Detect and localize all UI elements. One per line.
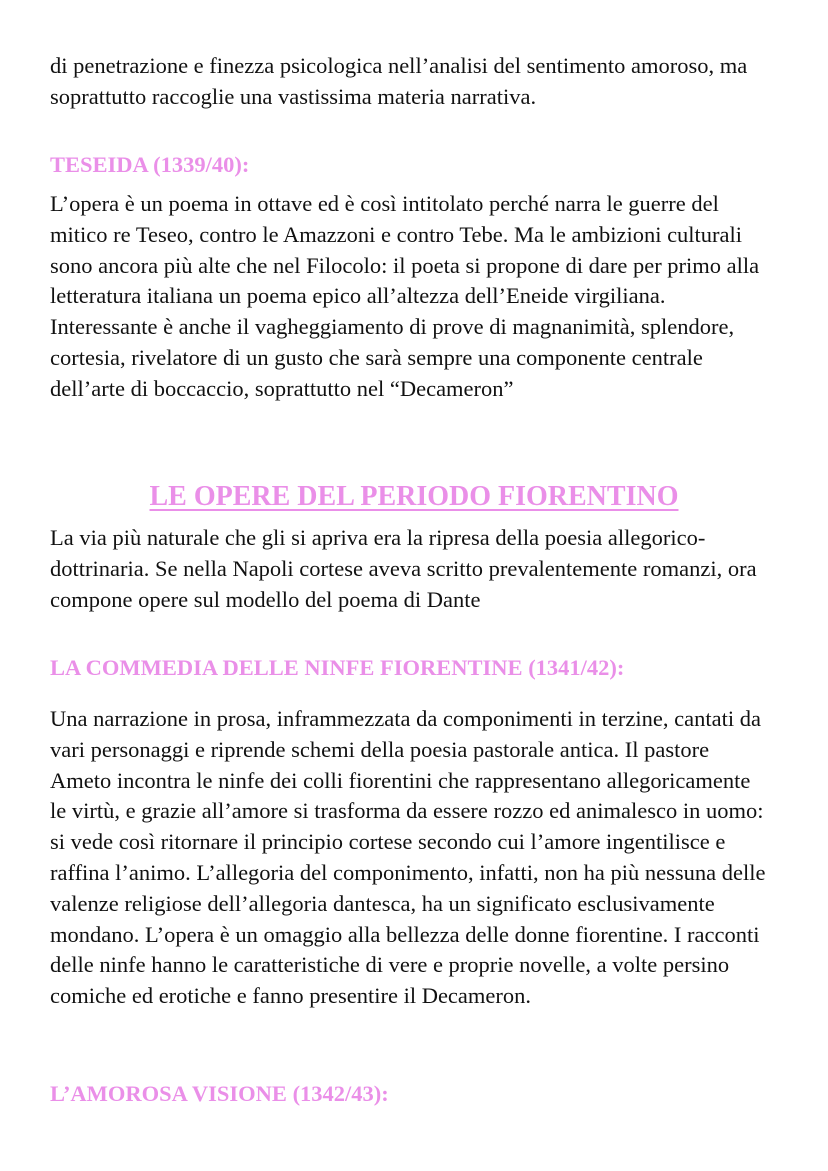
ninfe-paragraph: Una narrazione in prosa, inframmezzata da componimenti in terzine, cantati da vari personaggi e riprende schemi della poesia pastorale antica. Il pastore Ameto incontra le ninfe dei colli fiorentini che rappresentano allegoricamente le virtù, e grazie all’amore si trasforma da essere rozzo ed animalesco in uomo: si vede così ritornare il principio cortese secondo cui l’amore ingentilisce e raffina l’animo. L’allegoria del componimento, infatti, non ha più nessuna delle valenze religiose dell’allegoria dantesca, ha un significato esclusivamente mondano. L’opera è un omaggio alla bellezza delle donne fiorentine. I racconti delle ninfe hanno le caratteristiche di vere e proprie novelle, a volte persino comiche ed erotiche e fanno presentire il Decameron. <box>50 706 766 1009</box>
teseida-paragraph: L’opera è un poema in ottave ed è così intitolato perché narra le guerre del mitico re Teseo, contro le Amazzoni e contro Tebe. Ma le ambizioni culturali sono ancora più alte che nel Filocolo: il poeta si propone di dare per primo alla letteratura italiana un poema epico all’altezza dell’Eneide virgiliana. Interessante è anche il vagheggiamento di prove di magnanimità, splendore, cortesia, rivelatore di un gusto che sarà sempre una componente centrale dell’arte di boccaccio, soprattutto nel “Decameron” <box>50 191 760 401</box>
section-intro-paragraph: La via più naturale che gli si apriva era la ripresa della poesia allegorico-dottrinaria. Se nella Napoli cortese aveva scritto prevalentemente romanzi, ora compone opere sul modello del poema di Dante <box>50 525 757 612</box>
intro-paragraph: di penetrazione e finezza psicologica nell’analisi del sentimento amoroso, ma soprattutto raccoglie una vastissima materia narrativa. <box>50 53 748 109</box>
amorosa-visione-heading-block <box>50 1079 770 1109</box>
ninfe-heading: LA COMMEDIA DELLE NINFE FIORENTINE (1341/42): <box>50 655 625 680</box>
ninfe-paragraph-block <box>50 704 770 1012</box>
teseida-heading-block <box>50 150 770 180</box>
section-title: LE OPERE DEL PERIODO FIORENTINO <box>149 480 679 512</box>
ninfe-heading-block <box>50 653 770 683</box>
teseida-paragraph-block <box>50 189 770 405</box>
amorosa-visione-heading: L’AMOROSA VISIONE (1342/43): <box>50 1081 389 1106</box>
intro-paragraph-block <box>50 51 770 113</box>
teseida-heading: TESEIDA (1339/40): <box>50 152 250 177</box>
section-intro-block <box>50 523 770 615</box>
